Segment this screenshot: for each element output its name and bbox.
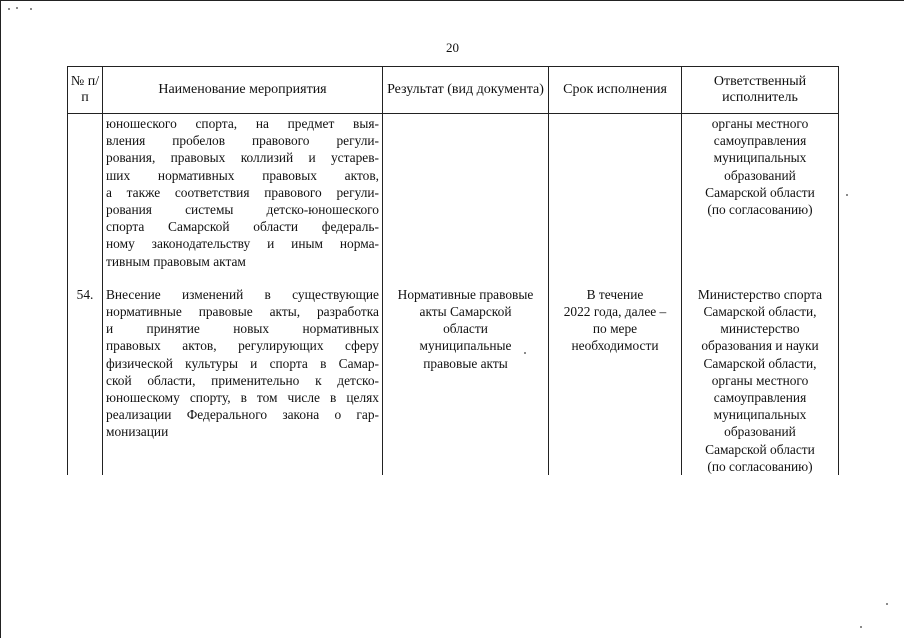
text-line: Самарской области, (703, 304, 817, 320)
text-line: рования, правовых коллизий и устарев- (106, 150, 379, 166)
table-row-54 (68, 276, 839, 475)
text-line: ших нормативных правовых актов, (106, 167, 379, 183)
text-line: образований (724, 167, 796, 183)
cell-term (549, 276, 682, 475)
cell-result (383, 276, 549, 475)
text-line: муниципальных (713, 407, 807, 423)
text-line: Нормативные правовые (397, 286, 534, 302)
text-line: 2022 года, далее – (563, 304, 667, 320)
text-line: а также соответствия правового регули- (106, 184, 379, 200)
text-line: В течение (586, 286, 644, 302)
text-line: Самарской области, (703, 355, 817, 371)
cell-number: 54. (68, 276, 103, 475)
scan-speck (8, 8, 10, 10)
scan-speck (16, 7, 18, 9)
page-number: 20 (446, 40, 459, 55)
cell-term (549, 114, 682, 276)
text-line: Самарской области (705, 441, 815, 457)
text-line: муниципальные (419, 338, 512, 354)
text-line: по мере (592, 321, 638, 337)
header-responsible: Ответственный исполнитель (682, 67, 839, 114)
text-line: физической культуры и спорта в Самар- (106, 355, 379, 371)
text-line: реализации Федерального закона о гар- (106, 407, 379, 423)
text-line: правовые акты (423, 355, 508, 371)
cell-name (103, 276, 383, 475)
text-line: и принятие новых нормативных (106, 321, 379, 337)
text-line: самоуправления (713, 133, 807, 149)
header-result: Результат (вид документа) (383, 67, 549, 114)
text-line: образований (724, 424, 796, 440)
text-line: рования системы детско-юношеского (106, 202, 379, 218)
text-line: самоуправления (713, 390, 807, 406)
cell-responsible (682, 276, 839, 475)
text-line: нормативные правовые акты, разработка (106, 304, 379, 320)
cell-responsible (682, 114, 839, 276)
text-line: монизации (106, 424, 169, 440)
text-line: правовых актов, регулирующих сферу (106, 338, 379, 354)
text-line: образования и науки (701, 338, 819, 354)
text-line: ской области, применительно к детско- (106, 372, 379, 388)
text-line: Внесение изменений в существующие (106, 286, 379, 302)
text-line: тивным правовым актам (106, 253, 246, 269)
text-line: акты Самарской (419, 304, 512, 320)
text-line: органы местного (711, 372, 809, 388)
text-line: юношеского спорта, на предмет выя- (106, 116, 379, 131)
cell-result (383, 114, 549, 276)
header-number: № п/п (68, 67, 103, 114)
scan-speck (30, 8, 32, 10)
text-line: (по согласованию) (707, 202, 813, 218)
scan-speck (886, 603, 888, 605)
table-row-continuation (68, 114, 839, 276)
text-line: Самарской области (705, 184, 815, 200)
text-line: области (443, 321, 488, 337)
header-name: Наименование мероприятия (103, 67, 383, 114)
text-line: муниципальных (713, 150, 807, 166)
text-line: юношескому спорту, в том числе в целях (106, 390, 379, 406)
scan-speck (846, 194, 848, 196)
cell-number (68, 114, 103, 276)
text-line: вления пробелов правового регули- (106, 133, 379, 149)
text-line: (по согласованию) (707, 458, 813, 474)
table-header-row (68, 67, 839, 114)
text-line: Министерство спорта (697, 286, 823, 302)
header-term: Срок исполнения (549, 67, 682, 114)
scan-speck (860, 626, 862, 628)
text-line: ному законодательству и иным норма- (106, 236, 379, 252)
text-line: спорта Самарской области федераль- (106, 219, 379, 235)
text-line: необходимости (571, 338, 659, 354)
measures-table (67, 66, 839, 475)
text-line: министерство (720, 321, 800, 337)
cell-name (103, 114, 383, 276)
text-line: органы местного (711, 116, 809, 131)
